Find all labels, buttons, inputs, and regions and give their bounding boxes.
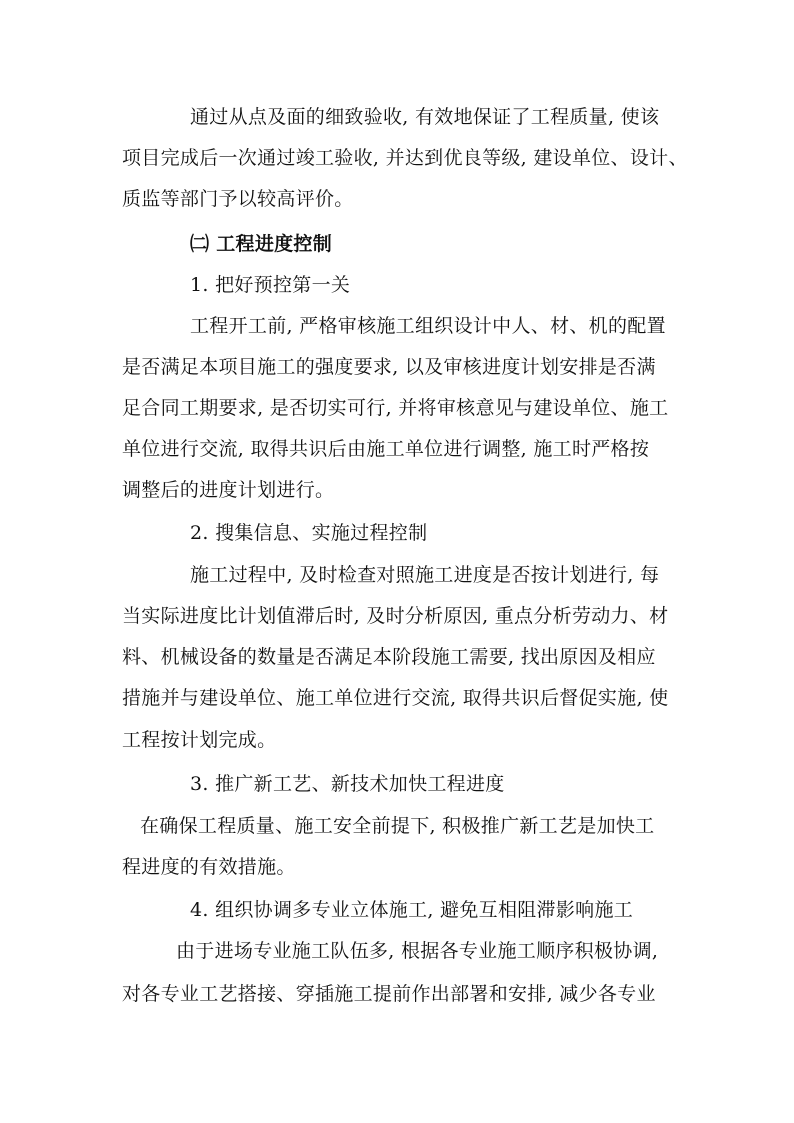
paragraph-line: 措施并与建设单位、施工单位进行交流, 取得共识后督促实施, 使 [122,687,669,709]
paragraph-line: 足合同工期要求, 是否切实可行, 并将审核意见与建设单位、施工 [122,397,669,419]
paragraph-line: 项目完成后一次通过竣工验收, 并达到优良等级, 建设单位、设计、 [122,147,688,169]
paragraph-line: 工程按计划完成。 [122,729,277,751]
paragraph-line: 料、机械设备的数量是否满足本阶段施工需要, 找出原因及相应 [122,646,656,668]
item-heading: 4. 组织协调多专业立体施工, 避免互相阻滞影响施工 [190,899,634,921]
paragraph-line: 单位进行交流, 取得共识后由施工单位进行调整, 施工时严格按 [122,438,650,460]
paragraph-line: 是否满足本项目施工的强度要求, 以及审核进度计划安排是否满 [122,356,656,378]
item-heading: 3. 推广新工艺、新技术加快工程进度 [190,773,505,795]
item-heading: 2. 搜集信息、实施过程控制 [190,522,428,544]
item-heading: 1. 把好预控第一关 [190,274,351,296]
section-heading: ㈡ 工程进度控制 [190,233,333,255]
paragraph-line: 调整后的进度计划进行。 [122,479,335,501]
paragraph-line: 程进度的有效措施。 [122,856,296,878]
paragraph-line: 对各专业工艺搭接、穿插施工提前作出部署和安排, 减少各专业 [122,983,656,1005]
paragraph-line: 当实际进度比计划值滞后时, 及时分析原因, 重点分析劳动力、材 [122,605,669,627]
paragraph-line: 施工过程中, 及时检查对照施工进度是否按计划进行, 每 [190,564,660,586]
paragraph-line: 通过从点及面的细致验收, 有效地保证了工程质量, 使该 [190,106,660,128]
paragraph-line: 质监等部门予以较高评价。 [122,188,354,210]
paragraph-line: 在确保工程质量、施工安全前提下, 积极推广新工艺是加快工 [140,815,655,837]
paragraph-line: 工程开工前, 严格审核施工组织设计中人、材、机的配置 [190,315,666,337]
paragraph-line: 由于进场专业施工队伍多, 根据各专业施工顺序积极协调, [176,940,659,962]
